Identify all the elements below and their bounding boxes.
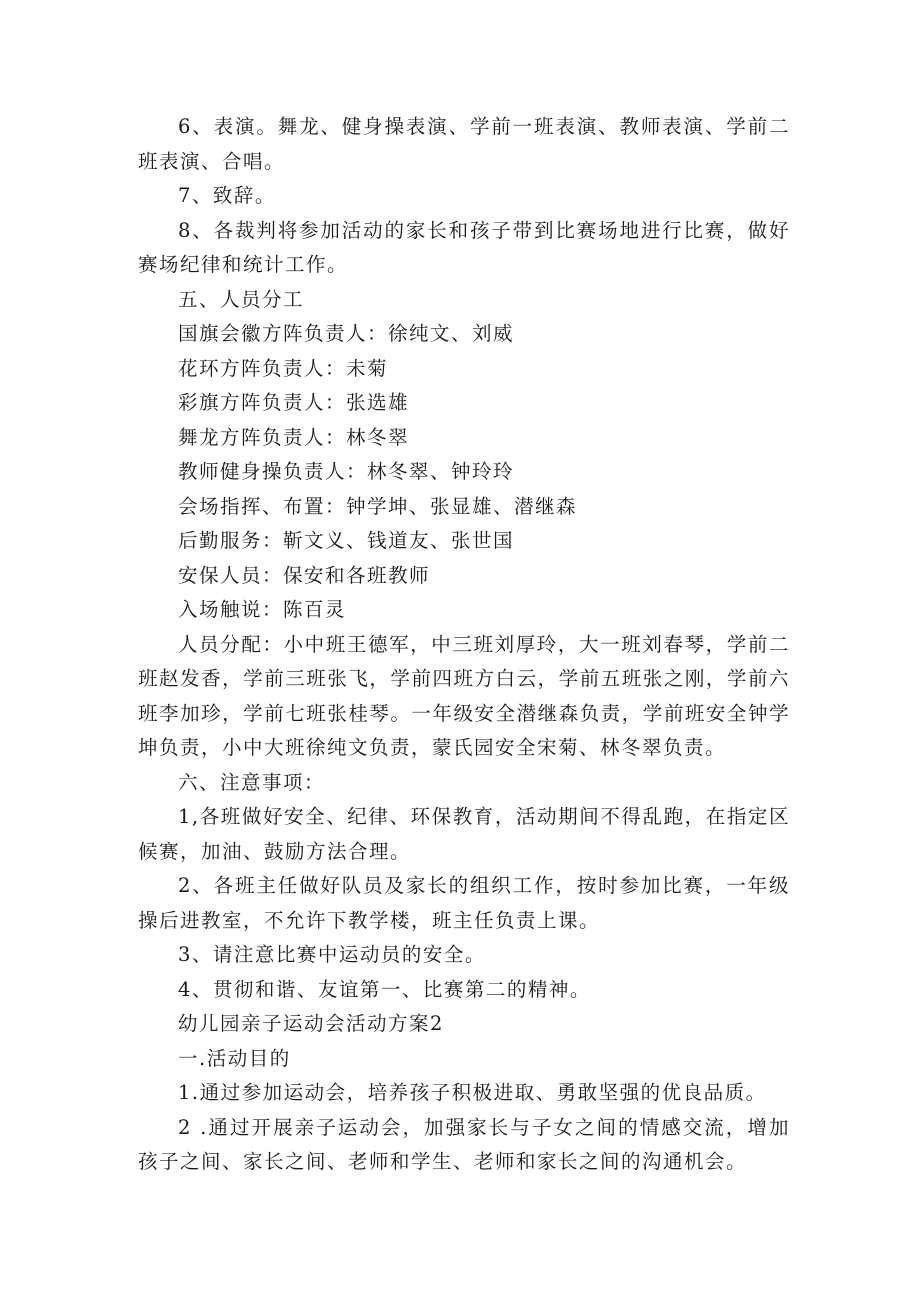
list-item: 国旗会徽方阵负责人：徐纯文、刘威 [178,322,515,345]
paragraph-referees: 8、各裁判将参加活动的家长和孩子带到比赛场地进行比赛，做好赛场纪律和统计工作。 [138,218,790,276]
list-item: 会场指挥、布置：钟学坤、张显雄、潜继森 [178,494,578,518]
section-heading-notes: 六、注意事项： [178,770,326,794]
section-heading-staff: 五、人员分工 [178,287,305,311]
list-item: 3、请注意比赛中运动员的安全。 [178,943,486,966]
document-subtitle: 幼儿园亲子运动会活动方案2 [178,1012,444,1035]
list-item: 舞龙方阵负责人：林冬翠 [178,425,410,449]
list-item: 1.通过参加运动会，培养孩子积极进取、勇敢坚强的优良品质。 [178,1081,767,1104]
list-item: 安保人员：保安和各班教师 [178,563,431,587]
list-item: 花环方阵负责人：未菊 [178,356,389,380]
paragraph-performance: 6、表演。舞龙、健身操表演、学前一班表演、教师表演、学前二班表演、合唱。 [138,115,790,173]
list-item: 入场触说：陈百灵 [178,598,347,621]
paragraph-speech: 7、致辞。 [178,184,276,207]
paragraph-staff-allocation: 人员分配：小中班王德军，中三班刘厚玲，大一班刘春琴，学前二班赵发香，学前三班张飞，学前四班方白云，学前五班张之刚，学前六班李加珍，学前七班张桂琴。一年级安全潜继森负责，学前班安全钟学坤负责，小中大班徐纯文负责，蒙氏园安全宋菊、林冬翠负责。 [138,632,790,759]
section-heading-purpose: 一.活动目的 [178,1046,291,1070]
list-item: 彩旗方阵负责人：张选雄 [178,391,410,414]
list-item: 教师健身操负责人：林冬翠、钟玲玲 [178,460,515,483]
list-item: 2 .通过开展亲子运动会，加强家长与子女之间的情感交流，增加孩子之间、家长之间、老师和学生、老师和家长之间的沟通机会。 [138,1115,790,1173]
list-item: 后勤服务：靳文义、钱道友、张世国 [178,529,515,552]
list-item: 4、贯彻和谐、友谊第一、比赛第二的精神。 [178,977,591,1001]
list-item: 1,各班做好安全、纪律、环保教育，活动期间不得乱跑，在指定区候赛，加油、鼓励方法合理。 [138,805,790,863]
list-item: 2、各班主任做好队员及家长的组织工作，按时参加比赛，一年级操后进教室，不允许下教学楼，班主任负责上课。 [138,874,790,932]
